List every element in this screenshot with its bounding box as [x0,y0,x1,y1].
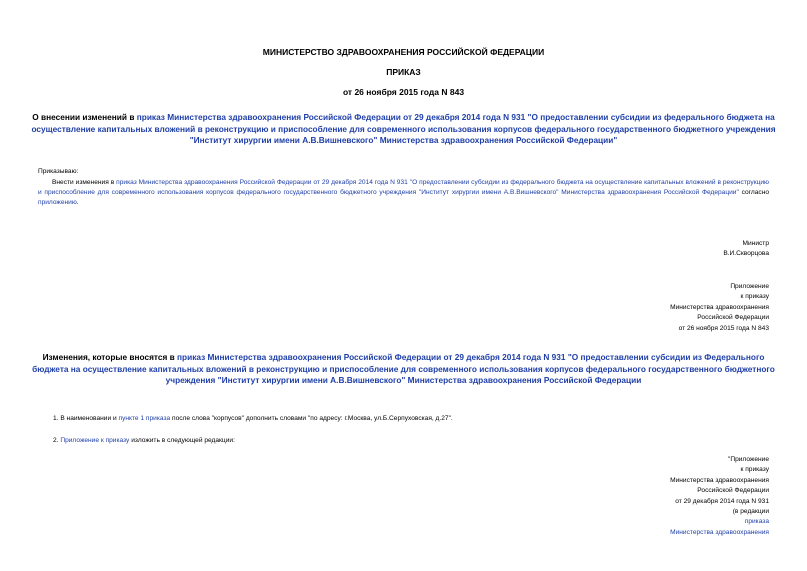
item2-rest: изложить в следующей редакции: [129,437,235,444]
doc-date-number: от 26 ноября 2015 года N 843 [342,87,465,97]
appendix-ref-line-1: Приложение [730,283,769,290]
ministry-heading: МИНИСТЕРСТВО ЗДРАВООХРАНЕНИЯ РОССИЙСКОЙ ФЕДЕРАЦИИ [262,47,545,57]
item2-prefix: 2. [53,437,61,444]
prikazyvayu-label: Приказываю: [38,168,79,175]
appendix-ref-line-2: к приказу [740,293,769,301]
appendix-ref-line-4: Российской Федерации [697,314,769,322]
order-p1-link[interactable]: приказ Министерства здравоохранения Российской Федерации от 29 декабря 2014 года N 931 "О предоставлении субсидии из федерального бюджета на осуществление капитальных вложений в реконструкцию и приспособление для современного использования корпусов федерального государственного бюджетного учреждения "Институт хирургии имени А.В.Вишневского" Министерства здравоохранения Российской Федерации" [38,179,769,197]
order-p1-appendix-link[interactable]: приложению [38,199,77,207]
change-item-1 [53,414,453,424]
quoted-appendix-block [670,455,769,538]
order-p1-middle: согласно [738,189,769,197]
quoted-appendix-link-ministry[interactable]: Министерства здравоохранения [670,528,769,536]
quoted-appendix-line-3: Министерства здравоохранения [670,476,769,484]
item1-rest: после слова "корпусов" дополнить словами "по адресу: г.Москва, ул.Б.Серпуховская, д.27". [170,415,453,422]
quoted-appendix-line-2: к приказу [740,466,769,474]
changes-title-link[interactable]: приказ Министерства здравоохранения Российской Федерации от 29 декабря 2014 года N 931 "О предоставлении субсидии из Федерального бюджета на осуществление капитальных вложений в реконструкцию и приспособление для современного использования корпусов федерального государственного бюджетного учреждения "Институт хирургии имени А.В.Вишневского" Министерства здравоохранения Российской Федерации [32,352,775,385]
title-prefix: О внесении изменений в [32,112,137,122]
quoted-appendix-line-5: от 29 декабря 2014 года N 931 [675,497,769,505]
item1-prefix: 1. В наименовании и [53,415,119,422]
quoted-appendix-line-1: "Приложение [727,456,769,463]
item2-link[interactable]: Приложение к приказу [60,437,130,444]
appendix-ref-line-3: Министерства здравоохранения [670,303,769,311]
doc-type-heading: ПРИКАЗ [386,67,421,77]
quoted-appendix-line-6: (в редакции [732,508,769,516]
order-p1-end: . [76,199,79,207]
order-paragraph [38,178,769,209]
title-order-link[interactable]: приказ Министерства здравоохранения Российской Федерации от 29 декабря 2014 года N 931 "О предоставлении субсидии из федерального бюджета на осуществление капитальных вложений в реконструкцию и приспособление для современного использования корпусов федерального государственного бюджетного учреждения "Институт хирургии имени А.В.Вишневского" Министерства здравоохранения Российской Федерации" [31,112,776,145]
appendix-reference-block [670,282,769,334]
change-item-2 [53,436,235,446]
item1-link[interactable]: пункте 1 приказа [118,415,171,422]
signature-position: Министр [742,240,769,247]
changes-title-prefix: Изменения, которые вносятся в [42,352,178,362]
document-title [30,112,777,147]
signature-name: В.И.Скворцова [723,250,769,258]
quoted-appendix-line-4: Российской Федерации [697,487,769,495]
signature-block [723,239,769,260]
quoted-appendix-link-prikaza[interactable]: приказа [744,518,769,526]
changes-title [30,352,777,387]
order-p1-prefix: Внести изменения в [52,179,117,186]
appendix-ref-line-5: от 26 ноября 2015 года N 843 [678,324,769,332]
